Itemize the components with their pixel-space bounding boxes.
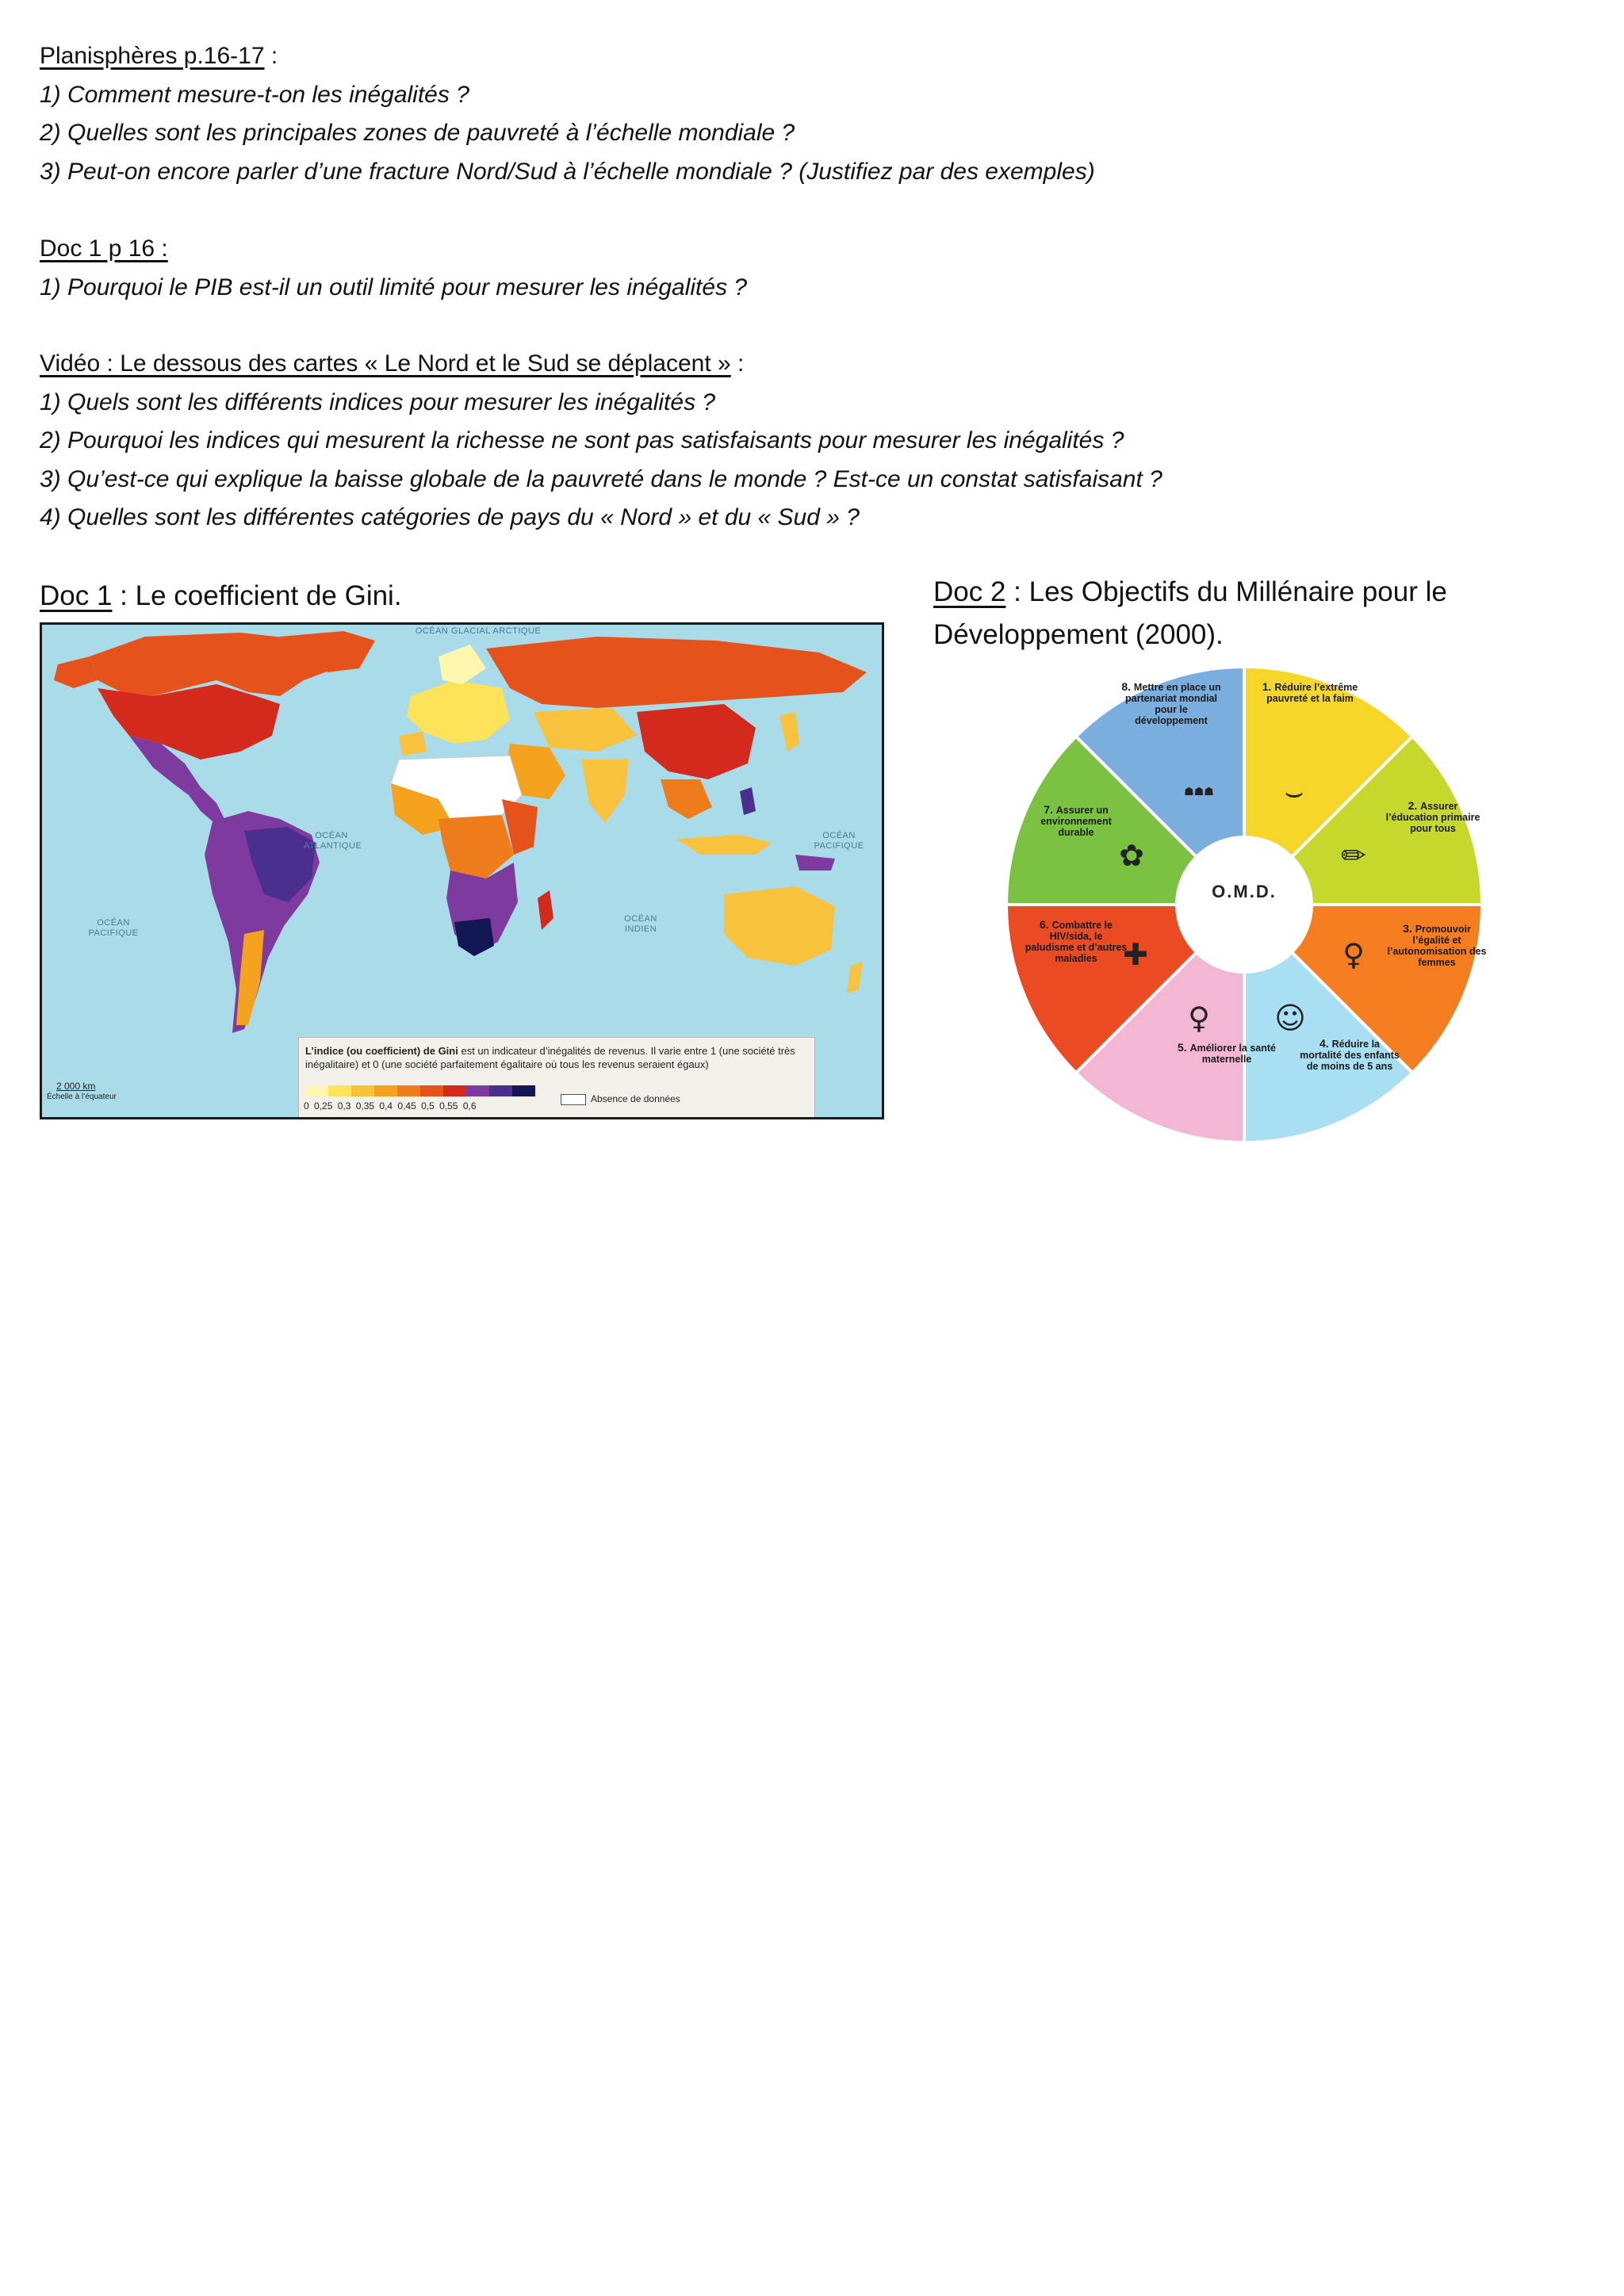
map-southeast-asia	[661, 779, 712, 819]
legend-swatch	[328, 1085, 351, 1096]
medicine-bottle-icon: ✚	[1123, 937, 1148, 972]
omd-goal-text: Assurer l’éducation primaire pour tous	[1385, 801, 1480, 834]
map-russia	[486, 637, 867, 708]
omd-wheel-graphic	[1001, 661, 1488, 1148]
legend-swatch	[466, 1085, 489, 1096]
map-iberia	[399, 732, 427, 756]
map-central-africa	[439, 815, 514, 878]
gini-world-map	[40, 622, 884, 1119]
omd-goal-number: 1.	[1262, 680, 1275, 693]
omd-goal-text: Améliorer la santé maternelle	[1189, 1043, 1276, 1065]
omd-goal-number: 6.	[1040, 918, 1052, 931]
legend-swatch	[305, 1085, 328, 1096]
scale-note: Échelle à l’équateur	[47, 1093, 117, 1101]
legend-swatch	[489, 1085, 512, 1096]
omd-goal-number: 2.	[1408, 799, 1421, 812]
legend-swatch	[443, 1085, 466, 1096]
legend-swatch	[420, 1085, 443, 1096]
map-papua	[795, 855, 835, 871]
map-new-zealand	[847, 962, 863, 993]
omd-goal-text: Promouvoir l’égalité et l’autonomisation des femmes	[1387, 924, 1487, 968]
question: 3) Peut-on encore parler d’une fracture Nord/Sud à l’échelle mondiale ? (Justifiez par des exemples)	[40, 158, 1095, 185]
legend-swatch	[512, 1085, 535, 1096]
omd-goal-text: Mettre en place un partenariat mondial pour le développement	[1125, 682, 1221, 726]
section-doc1-p16	[40, 230, 1594, 307]
section-video	[40, 345, 1594, 538]
child-icon: ☺	[1274, 1001, 1306, 1035]
ocean-label-arctic: OCÉAN GLACIAL ARCTIQUE	[415, 626, 542, 636]
omd-center-circle	[1177, 837, 1312, 972]
legend-no-data: Absence de données	[561, 1093, 680, 1105]
doc1-title: Doc 1 : Le coefficient de Gini.	[40, 580, 402, 611]
ocean-label-pacific-west: OCÉAN PACIFIQUE	[88, 918, 139, 938]
legend-title: L’indice (ou coefficient) de Gini est un indicateur d’inégalités de revenus. Il varie entre 1 (une société très inégalitaire) et 0 (une société parfaitement égalitaire où tous les revenus seraient égaux)	[305, 1045, 795, 1070]
female-symbol-icon: ♀	[1342, 937, 1365, 972]
map-scandinavia	[439, 645, 486, 684]
no-data-swatch	[561, 1094, 586, 1105]
question: 2) Quelles sont les principales zones de pauvreté à l’échelle mondiale ?	[40, 120, 795, 146]
map-central-america	[189, 787, 224, 821]
omd-goal-text: Réduire l’extrême pauvreté et la faim	[1266, 682, 1358, 704]
question: 2) Pourquoi les indices qui mesurent la richesse ne sont pas satisfaisants pour mesurer les inégalités ?	[40, 427, 1124, 453]
map-alaska	[54, 656, 98, 688]
section-planispheres	[40, 37, 1594, 191]
omd-goal-number: 3.	[1403, 922, 1415, 935]
doc2-title: Doc 2 : Les Objectifs du Millénaire pour le Développement (2000).	[933, 576, 1447, 650]
group-of-people-icon: ☗☗☗	[1184, 786, 1214, 798]
map-scale	[47, 1081, 122, 1101]
legend-swatch	[351, 1085, 374, 1096]
omd-goal-text: Réduire la mortalité des enfants de moins de 5 ans	[1300, 1039, 1400, 1072]
omd-goal-number: 5.	[1178, 1041, 1190, 1054]
legend-color-scale	[305, 1085, 535, 1096]
omd-goal-label-3	[1385, 923, 1488, 968]
omd-goal-label-2	[1381, 800, 1484, 834]
pencil-icon: ✏	[1341, 838, 1366, 873]
question: 1) Pourquoi le PIB est-il un outil limité pour mesurer les inégalités ?	[40, 274, 748, 300]
omd-goal-label-5	[1175, 1042, 1278, 1065]
ocean-label-indian: OCÉAN INDIEN	[624, 914, 657, 934]
map-china	[637, 704, 756, 779]
ocean-label-atlantic: OCÉAN ATLANTIQUE	[304, 831, 362, 851]
omd-goal-label-1	[1258, 681, 1362, 704]
omd-goal-label-8	[1120, 681, 1223, 726]
omd-goal-number: 8.	[1121, 680, 1134, 693]
omd-wheel	[1001, 661, 1488, 1148]
legend-ticks: 0 0,25 0,3 0,35 0,4 0,45 0,5 0,55 0,6	[304, 1100, 477, 1112]
bowl-icon: ⌣	[1284, 775, 1304, 809]
scale-distance: 2 000 km	[56, 1081, 96, 1092]
section-heading: Vidéo : Le dessous des cartes « Le Nord et le Sud se déplacent » :	[40, 350, 745, 377]
omd-goal-text: Assurer un environnement durable	[1040, 805, 1112, 838]
map-indonesia	[676, 835, 772, 855]
omd-goal-number: 7.	[1044, 803, 1056, 816]
omd-goal-text: Combattre le HIV/sida, le paludisme et d’autres maladies	[1025, 920, 1128, 964]
map-philippines	[740, 787, 756, 815]
map-central-asia	[534, 708, 637, 752]
omd-center-label: O.M.D.	[1212, 882, 1277, 901]
question: 1) Comment mesure-t-on les inégalités ?	[40, 81, 469, 108]
legend-swatch	[397, 1085, 420, 1096]
ocean-label-pacific-east: OCÉAN PACIFIQUE	[814, 831, 864, 851]
omd-goal-label-6	[1025, 919, 1128, 964]
map-legend	[298, 1037, 815, 1118]
map-india	[581, 760, 629, 823]
section-heading: Planisphères p.16-17 :	[40, 43, 278, 69]
pregnant-woman-icon: ♀	[1188, 1001, 1210, 1035]
map-japan	[779, 712, 799, 752]
question: 1) Quels sont les différents indices pour mesurer les inégalités ?	[40, 388, 716, 415]
map-south-africa-dark	[454, 918, 494, 956]
question: 3) Qu’est-ce qui explique la baisse globale de la pauvreté dans le monde ? Est-ce un constat satisfaisant ?	[40, 465, 1162, 492]
map-usa	[98, 684, 280, 760]
section-heading: Doc 1 p 16 :	[40, 235, 168, 262]
legend-swatch	[374, 1085, 397, 1096]
omd-goal-label-4	[1298, 1038, 1401, 1072]
map-madagascar	[538, 890, 553, 930]
question: 4) Quelles sont les différentes catégories de pays du « Nord » et du « Sud » ?	[40, 504, 860, 530]
map-australia	[724, 886, 835, 966]
plant-icon: ✿	[1119, 838, 1144, 873]
omd-goal-number: 4.	[1319, 1037, 1332, 1050]
omd-goal-label-7	[1025, 804, 1128, 838]
